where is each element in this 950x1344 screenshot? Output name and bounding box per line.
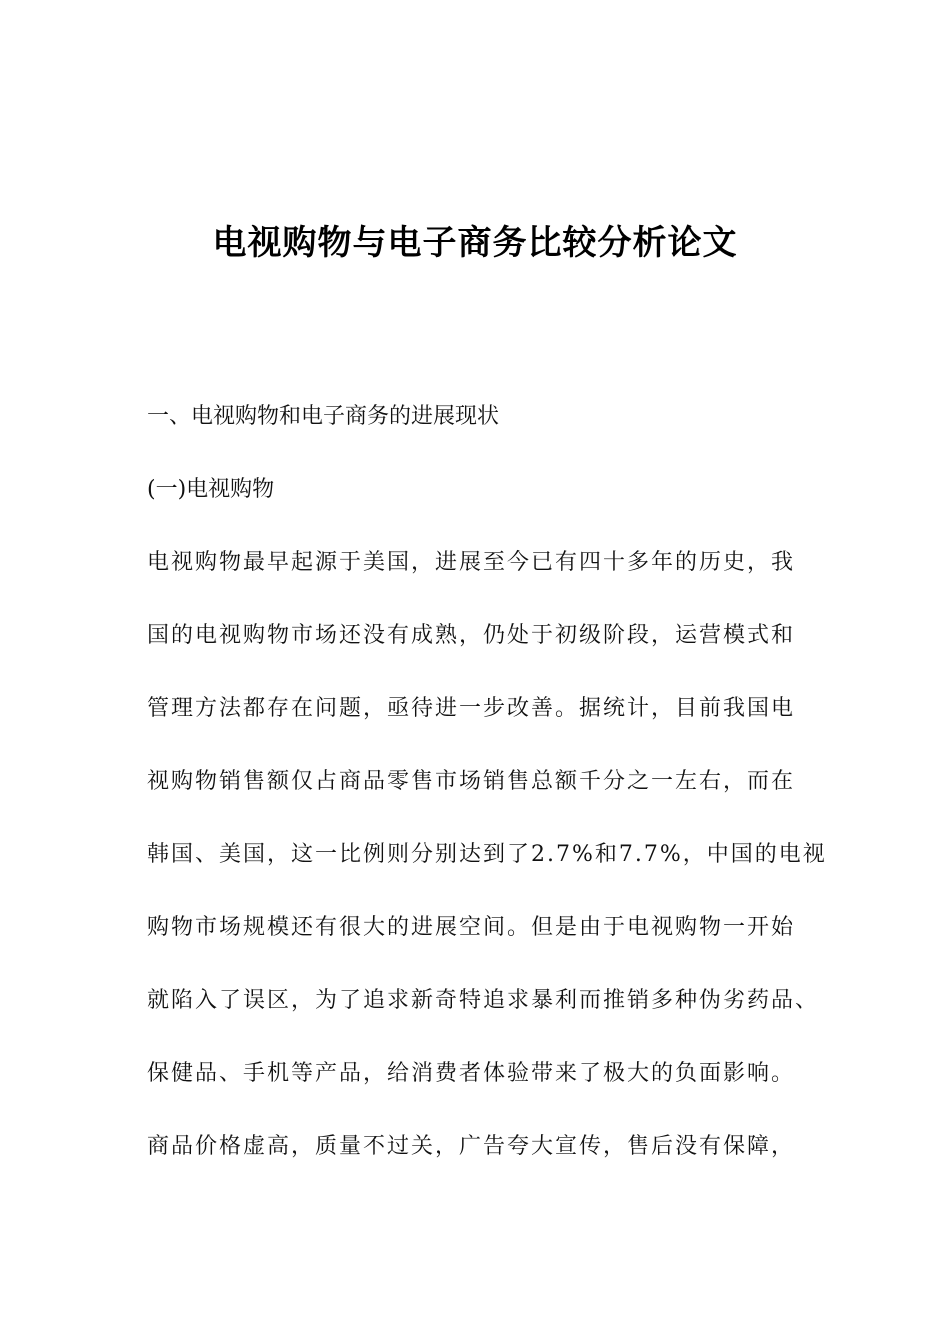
paragraph-line-8: 保健品、手机等产品，给消费者体验带来了极大的负面影响。 <box>147 1061 796 1086</box>
document-body <box>147 380 837 1183</box>
paragraph-line-4: 视购物销售额仅占商品零售市场销售总额千分之一左右，而在 <box>147 769 796 794</box>
paragraph-line-9: 商品价格虚高，质量不过关，广告夸大宣传，售后没有保障， <box>147 1134 796 1159</box>
document-title: 电视购物与电子商务比较分析论文 <box>212 223 738 263</box>
paragraph-line-2: 国的电视购物市场还没有成熟，仍处于初级阶段，运营模式和 <box>147 623 796 648</box>
body-paragraph <box>147 526 837 1183</box>
paragraph-line-7: 就陷入了误区，为了追求新奇特追求暴利而推销多种伪劣药品、 <box>147 988 820 1013</box>
paragraph-line-6: 购物市场规模还有很大的进展空间。但是由于电视购物一开始 <box>147 915 796 940</box>
section-heading: 一、电视购物和电子商务的进展现状 <box>147 404 500 429</box>
subsection-heading: (一)电视购物 <box>147 477 275 502</box>
paragraph-line-3: 管理方法都存在问题，亟待进一步改善。据统计，目前我国电 <box>147 696 796 721</box>
paragraph-line-5: 韩国、美国，这一比例则分别达到了2.7%和7.7%，中国的电视 <box>147 842 827 867</box>
paragraph-line-1: 电视购物最早起源于美国，进展至今已有四十多年的历史，我 <box>147 550 796 575</box>
